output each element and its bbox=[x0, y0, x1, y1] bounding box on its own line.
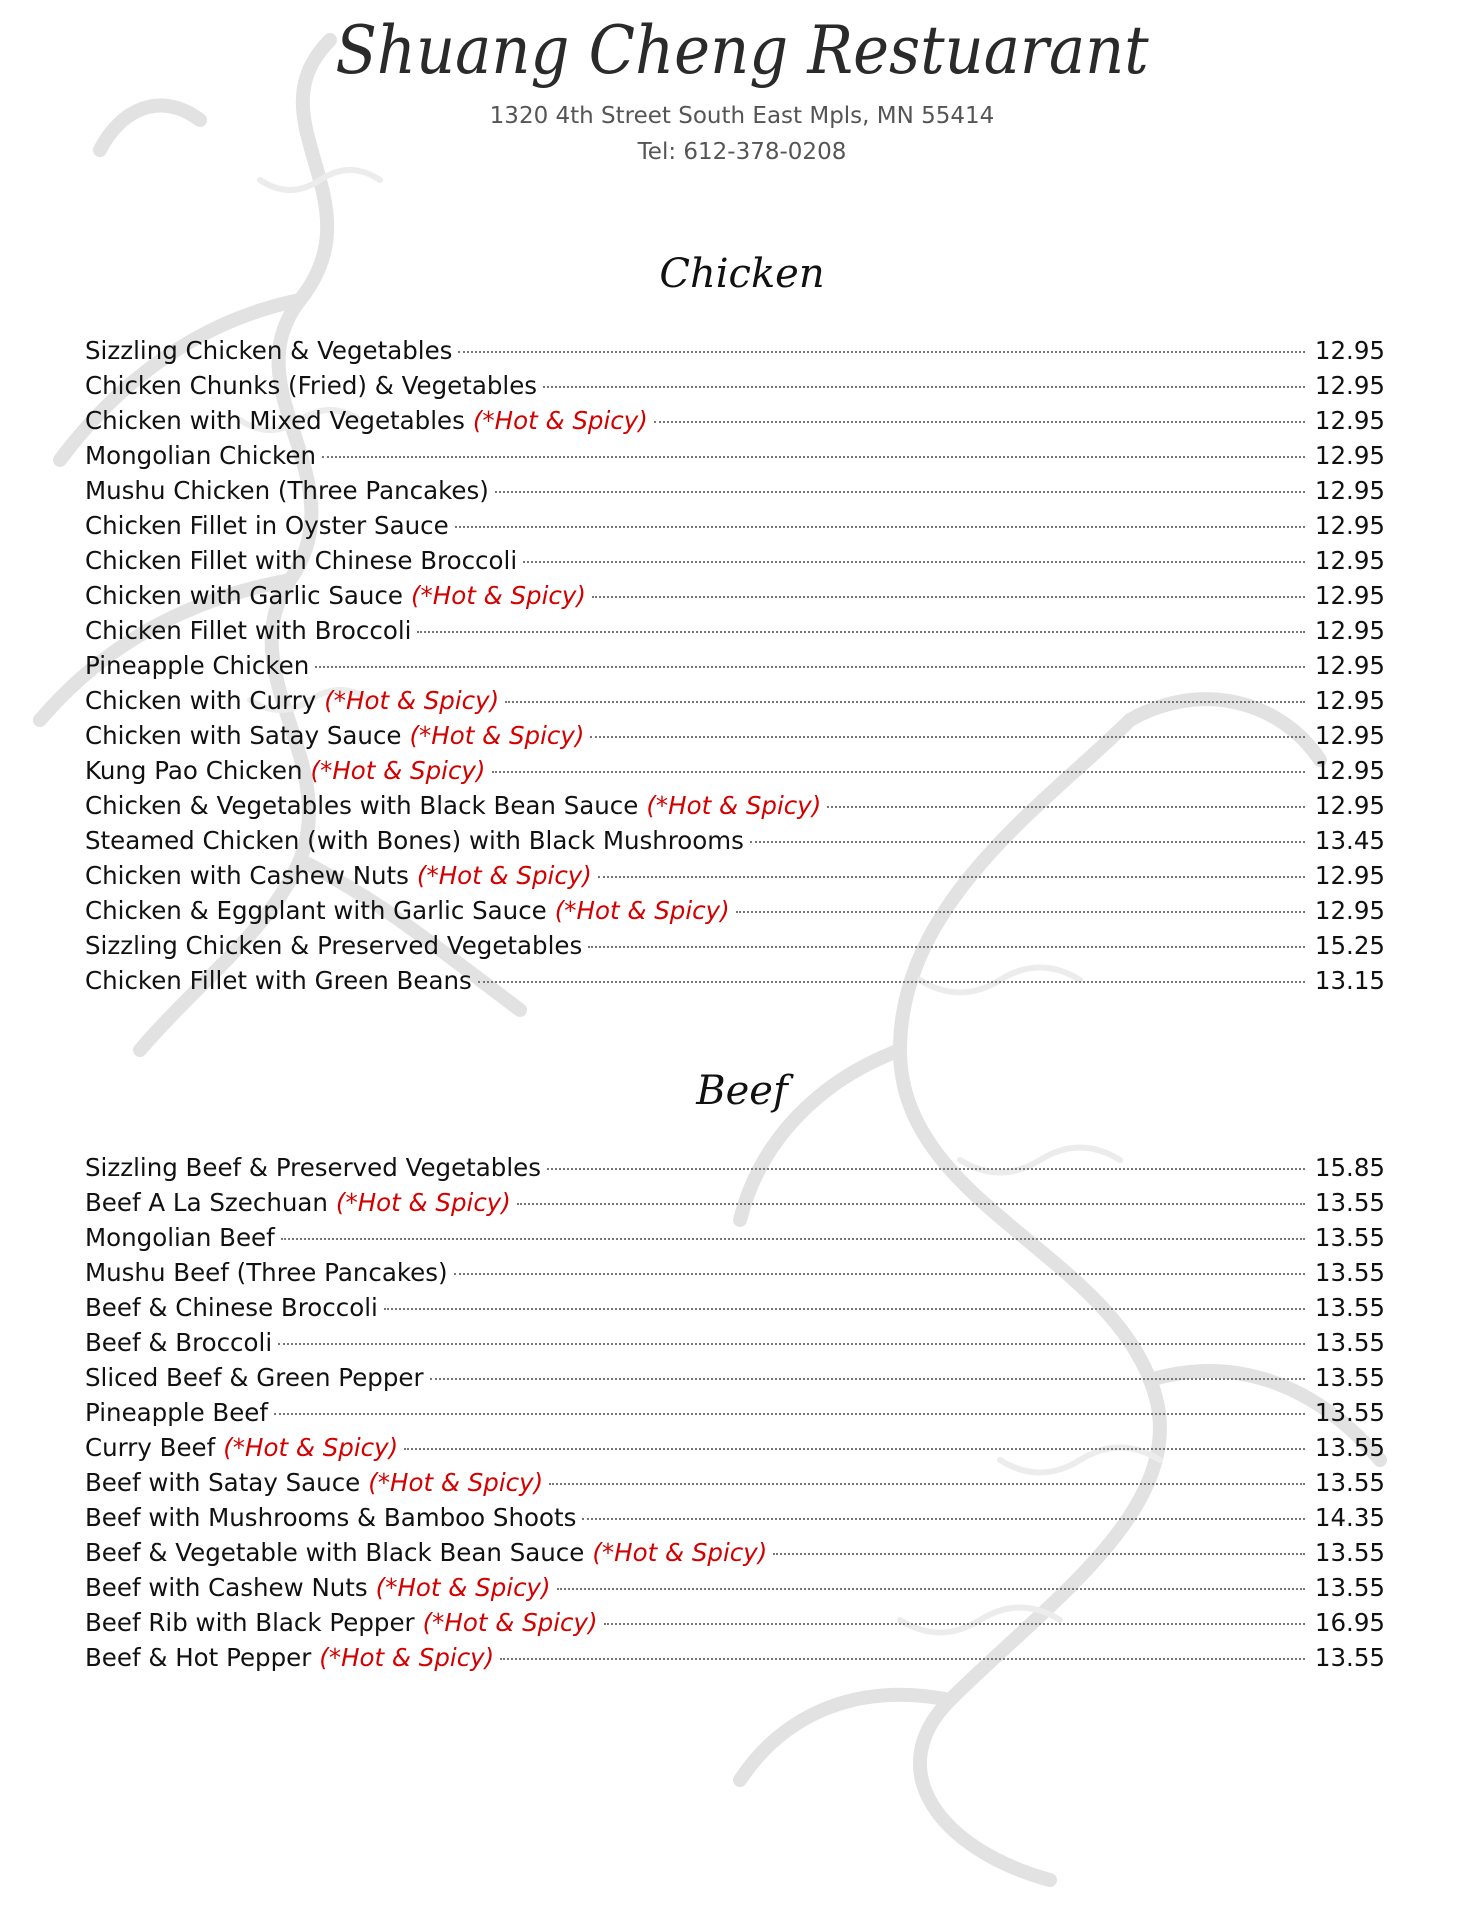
spicy-label: (*Hot & Spicy) bbox=[324, 686, 500, 715]
beef-menu-list bbox=[85, 1150, 1385, 1675]
item-price: 12.95 bbox=[1314, 511, 1385, 540]
item-price: 12.95 bbox=[1314, 686, 1385, 715]
item-name: Sizzling Chicken & Vegetables bbox=[85, 336, 453, 365]
item-name: Chicken Fillet with Chinese Broccoli bbox=[85, 546, 518, 575]
item-name: Pineapple Beef bbox=[85, 1398, 269, 1427]
menu-item bbox=[85, 1430, 1385, 1465]
item-price: 13.15 bbox=[1314, 966, 1385, 995]
item-price: 13.55 bbox=[1314, 1468, 1385, 1497]
spicy-label: (*Hot & Spicy) bbox=[416, 861, 592, 890]
dot-leader bbox=[455, 526, 1305, 528]
dot-leader bbox=[495, 491, 1305, 493]
menu-item bbox=[85, 823, 1385, 858]
dot-leader bbox=[517, 1203, 1305, 1205]
section-title-beef: Beef bbox=[696, 1068, 788, 1114]
dot-leader bbox=[604, 1623, 1305, 1625]
item-price: 12.95 bbox=[1314, 476, 1385, 505]
item-name: Chicken Fillet with Green Beans bbox=[85, 966, 472, 995]
spicy-label: (*Hot & Spicy) bbox=[368, 1468, 544, 1497]
dot-leader bbox=[322, 456, 1305, 458]
dot-leader bbox=[547, 1168, 1305, 1170]
item-price: 12.95 bbox=[1314, 651, 1385, 680]
dot-leader bbox=[588, 946, 1305, 948]
menu-item bbox=[85, 1605, 1385, 1640]
item-price: 15.85 bbox=[1314, 1153, 1385, 1182]
item-name: Beef with Satay Sauce bbox=[85, 1468, 361, 1497]
dot-leader bbox=[454, 1273, 1305, 1275]
menu-item bbox=[85, 508, 1385, 543]
menu-item bbox=[85, 1360, 1385, 1395]
item-price: 15.25 bbox=[1314, 931, 1385, 960]
menu-item bbox=[85, 1500, 1385, 1535]
menu-item bbox=[85, 578, 1385, 613]
menu-item bbox=[85, 753, 1385, 788]
dot-leader bbox=[505, 701, 1305, 703]
restaurant-address: 1320 4th Street South East Mpls, MN 55414 bbox=[489, 103, 995, 129]
item-price: 12.95 bbox=[1314, 371, 1385, 400]
item-price: 12.95 bbox=[1314, 756, 1385, 785]
item-price: 13.55 bbox=[1314, 1433, 1385, 1462]
chicken-menu-list bbox=[85, 333, 1385, 998]
spicy-label: (*Hot & Spicy) bbox=[472, 406, 648, 435]
item-price: 12.95 bbox=[1314, 791, 1385, 820]
item-price: 13.55 bbox=[1314, 1188, 1385, 1217]
dot-leader bbox=[582, 1518, 1305, 1520]
menu-item bbox=[85, 473, 1385, 508]
item-name: Beef & Vegetable with Black Bean Sauce bbox=[85, 1538, 585, 1567]
item-name: Chicken & Vegetables with Black Bean Sauce bbox=[85, 791, 639, 820]
item-name: Chicken with Cashew Nuts bbox=[85, 861, 409, 890]
menu-item bbox=[85, 1395, 1385, 1430]
menu-item bbox=[85, 543, 1385, 578]
item-name: Mongolian Chicken bbox=[85, 441, 316, 470]
dot-leader bbox=[278, 1343, 1305, 1345]
item-name: Kung Pao Chicken bbox=[85, 756, 303, 785]
item-name: Beef & Broccoli bbox=[85, 1328, 273, 1357]
spicy-label: (*Hot & Spicy) bbox=[335, 1188, 511, 1217]
item-name: Chicken with Satay Sauce bbox=[85, 721, 402, 750]
item-price: 12.95 bbox=[1314, 546, 1385, 575]
item-price: 13.45 bbox=[1314, 826, 1385, 855]
spicy-label: (*Hot & Spicy) bbox=[319, 1643, 495, 1672]
dot-leader bbox=[281, 1238, 1305, 1240]
menu-item bbox=[85, 1465, 1385, 1500]
item-price: 13.55 bbox=[1314, 1293, 1385, 1322]
dot-leader bbox=[500, 1658, 1305, 1660]
dot-leader bbox=[315, 666, 1305, 668]
menu-item bbox=[85, 1325, 1385, 1360]
restaurant-phone: Tel: 612-378-0208 bbox=[637, 139, 847, 165]
menu-item bbox=[85, 1570, 1385, 1605]
spicy-label: (*Hot & Spicy) bbox=[223, 1433, 399, 1462]
menu-item bbox=[85, 893, 1385, 928]
dot-leader bbox=[592, 596, 1305, 598]
item-name: Sizzling Chicken & Preserved Vegetables bbox=[85, 931, 583, 960]
item-name: Mushu Chicken (Three Pancakes) bbox=[85, 476, 489, 505]
item-price: 13.55 bbox=[1314, 1328, 1385, 1357]
spicy-label: (*Hot & Spicy) bbox=[422, 1608, 598, 1637]
item-price: 13.55 bbox=[1314, 1258, 1385, 1287]
menu-item bbox=[85, 648, 1385, 683]
menu-item bbox=[85, 1535, 1385, 1570]
item-price: 12.95 bbox=[1314, 406, 1385, 435]
dot-leader bbox=[773, 1553, 1305, 1555]
menu-item bbox=[85, 718, 1385, 753]
item-price: 12.95 bbox=[1314, 616, 1385, 645]
spicy-label: (*Hot & Spicy) bbox=[375, 1573, 551, 1602]
menu-item bbox=[85, 1185, 1385, 1220]
item-price: 12.95 bbox=[1314, 896, 1385, 925]
item-name: Chicken with Curry bbox=[85, 686, 317, 715]
item-name: Mongolian Beef bbox=[85, 1223, 275, 1252]
item-name: Sizzling Beef & Preserved Vegetables bbox=[85, 1153, 541, 1182]
menu-item bbox=[85, 1255, 1385, 1290]
item-name: Sliced Beef & Green Pepper bbox=[85, 1363, 424, 1392]
item-price: 13.55 bbox=[1314, 1223, 1385, 1252]
restaurant-name: Shuang Cheng Restuarant bbox=[335, 12, 1149, 89]
dot-leader bbox=[384, 1308, 1305, 1310]
menu-item bbox=[85, 438, 1385, 473]
item-name: Chicken Chunks (Fried) & Vegetables bbox=[85, 371, 538, 400]
dot-leader bbox=[274, 1413, 1305, 1415]
spicy-label: (*Hot & Spicy) bbox=[410, 581, 586, 610]
item-name: Chicken with Mixed Vegetables bbox=[85, 406, 465, 435]
item-price: 12.95 bbox=[1314, 581, 1385, 610]
dot-leader bbox=[557, 1588, 1305, 1590]
menu-item bbox=[85, 858, 1385, 893]
item-name: Beef Rib with Black Pepper bbox=[85, 1608, 415, 1637]
item-name: Chicken Fillet in Oyster Sauce bbox=[85, 511, 449, 540]
dot-leader bbox=[404, 1448, 1305, 1450]
dot-leader bbox=[543, 386, 1305, 388]
item-name: Steamed Chicken (with Bones) with Black Mushrooms bbox=[85, 826, 744, 855]
dot-leader bbox=[458, 351, 1305, 353]
dot-leader bbox=[750, 841, 1305, 843]
item-name: Beef with Cashew Nuts bbox=[85, 1573, 368, 1602]
item-name: Beef with Mushrooms & Bamboo Shoots bbox=[85, 1503, 577, 1532]
menu-item bbox=[85, 1150, 1385, 1185]
spicy-label: (*Hot & Spicy) bbox=[554, 896, 730, 925]
item-name: Chicken Fillet with Broccoli bbox=[85, 616, 412, 645]
menu-item bbox=[85, 613, 1385, 648]
dot-leader bbox=[523, 561, 1305, 563]
menu-header bbox=[0, 12, 1484, 170]
dot-leader bbox=[492, 771, 1306, 773]
item-name: Curry Beef bbox=[85, 1433, 216, 1462]
dot-leader bbox=[827, 806, 1305, 808]
menu-item bbox=[85, 333, 1385, 368]
spicy-label: (*Hot & Spicy) bbox=[592, 1538, 768, 1567]
item-name: Chicken with Garlic Sauce bbox=[85, 581, 403, 610]
menu-item bbox=[85, 1220, 1385, 1255]
item-price: 13.55 bbox=[1314, 1538, 1385, 1567]
menu-item bbox=[85, 403, 1385, 438]
spicy-label: (*Hot & Spicy) bbox=[646, 791, 822, 820]
item-name: Pineapple Chicken bbox=[85, 651, 310, 680]
dot-leader bbox=[549, 1483, 1305, 1485]
dot-leader bbox=[598, 876, 1305, 878]
item-name: Chicken & Eggplant with Garlic Sauce bbox=[85, 896, 547, 925]
item-price: 13.55 bbox=[1314, 1363, 1385, 1392]
spicy-label: (*Hot & Spicy) bbox=[310, 756, 486, 785]
menu-item bbox=[85, 1290, 1385, 1325]
dot-leader bbox=[654, 421, 1305, 423]
item-price: 12.95 bbox=[1314, 336, 1385, 365]
item-price: 13.55 bbox=[1314, 1398, 1385, 1427]
dot-leader bbox=[417, 631, 1305, 633]
menu-item bbox=[85, 788, 1385, 823]
item-price: 13.55 bbox=[1314, 1573, 1385, 1602]
menu-item bbox=[85, 368, 1385, 403]
item-price: 13.55 bbox=[1314, 1643, 1385, 1672]
dot-leader bbox=[430, 1378, 1305, 1380]
item-price: 12.95 bbox=[1314, 441, 1385, 470]
item-name: Beef & Hot Pepper bbox=[85, 1643, 312, 1672]
dot-leader bbox=[736, 911, 1305, 913]
menu-item bbox=[85, 963, 1385, 998]
item-name: Beef A La Szechuan bbox=[85, 1188, 328, 1217]
section-title-chicken: Chicken bbox=[659, 251, 825, 297]
menu-item bbox=[85, 683, 1385, 718]
dot-leader bbox=[478, 981, 1305, 983]
item-name: Beef & Chinese Broccoli bbox=[85, 1293, 378, 1322]
spicy-label: (*Hot & Spicy) bbox=[409, 721, 585, 750]
item-price: 12.95 bbox=[1314, 721, 1385, 750]
menu-item bbox=[85, 1640, 1385, 1675]
dot-leader bbox=[590, 736, 1305, 738]
item-name: Mushu Beef (Three Pancakes) bbox=[85, 1258, 448, 1287]
item-price: 14.35 bbox=[1314, 1503, 1385, 1532]
item-price: 12.95 bbox=[1314, 861, 1385, 890]
menu-item bbox=[85, 928, 1385, 963]
item-price: 16.95 bbox=[1314, 1608, 1385, 1637]
